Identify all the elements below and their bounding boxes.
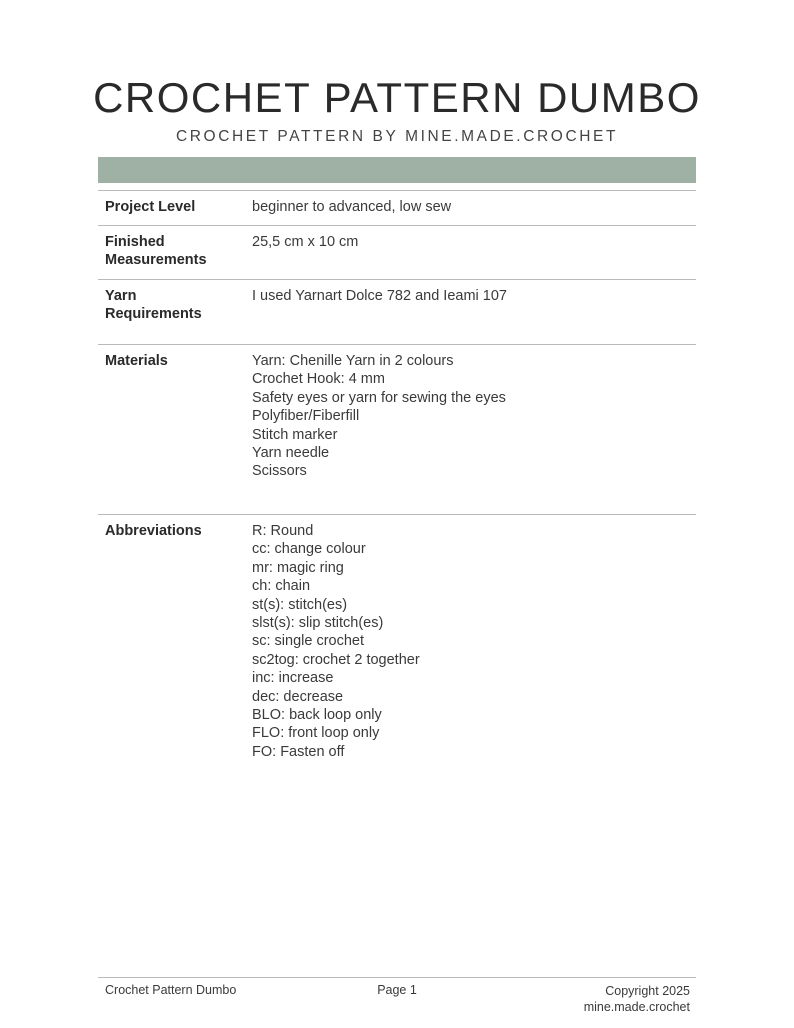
list-item: BLO: back loop only [252, 707, 382, 724]
label-line: Measurements [105, 252, 207, 268]
list-item: Yarn: Chenille Yarn in 2 colours [252, 353, 454, 369]
footer-copyright-line: mine.made.crochet [583, 1000, 690, 1014]
materials-list [252, 352, 692, 481]
row-materials [98, 344, 696, 514]
materials-label: Materials [105, 353, 168, 369]
list-item: Polyfiber/Fiberfill [252, 408, 360, 425]
footer-copyright [584, 983, 690, 1015]
list-item: sc: single crochet [252, 633, 365, 650]
abbreviations-label: Abbreviations [105, 523, 202, 539]
list-item: Scissors [252, 463, 307, 480]
list-item: R: Round [252, 523, 314, 539]
list-item: mr: magic ring [252, 559, 344, 576]
yarn-requirements-label [105, 287, 225, 323]
row-project-level [98, 190, 696, 225]
list-item: Crochet Hook: 4 mm [252, 371, 385, 388]
list-item: Stitch marker [252, 426, 338, 443]
pattern-details-table [98, 190, 696, 784]
row-finished-measurements [98, 225, 696, 279]
list-item: FO: Fasten off [252, 743, 345, 760]
header-color-band [98, 157, 696, 183]
list-item: st(s): stitch(es) [252, 596, 348, 613]
project-level-value: beginner to advanced, low sew [252, 199, 452, 215]
footer-copyright-line: Copyright 2025 [605, 984, 690, 998]
abbreviations-list [252, 522, 692, 761]
list-item: sc2tog: crochet 2 together [252, 651, 420, 668]
list-item: FLO: front loop only [252, 725, 380, 742]
yarn-requirements-value: I used Yarnart Dolce 782 and Ieami 107 [252, 288, 507, 304]
label-line: Requirements [105, 306, 202, 322]
label-line: Finished [105, 234, 165, 250]
list-item: Safety eyes or yarn for sewing the eyes [252, 389, 506, 406]
list-item: cc: change colour [252, 541, 366, 558]
finished-measurements-value: 25,5 cm x 10 cm [252, 234, 359, 250]
row-yarn-requirements [98, 279, 696, 344]
list-item: slst(s): slip stitch(es) [252, 615, 384, 632]
finished-measurements-label [105, 233, 225, 269]
footer-document-name: Crochet Pattern Dumbo [105, 983, 237, 997]
label-line: Yarn [105, 288, 137, 304]
project-level-label: Project Level [105, 199, 196, 215]
list-item: inc: increase [252, 670, 334, 687]
document-title: CROCHET PATTERN DUMBO [93, 74, 701, 121]
list-item: dec: decrease [252, 688, 344, 705]
page-footer [98, 977, 696, 1023]
list-item: ch: chain [252, 578, 311, 595]
list-item: Yarn needle [252, 445, 330, 462]
footer-page-number: Page 1 [377, 983, 417, 997]
document-subtitle: CROCHET PATTERN BY MINE.MADE.CROCHET [175, 128, 619, 145]
row-abbreviations [98, 514, 696, 784]
